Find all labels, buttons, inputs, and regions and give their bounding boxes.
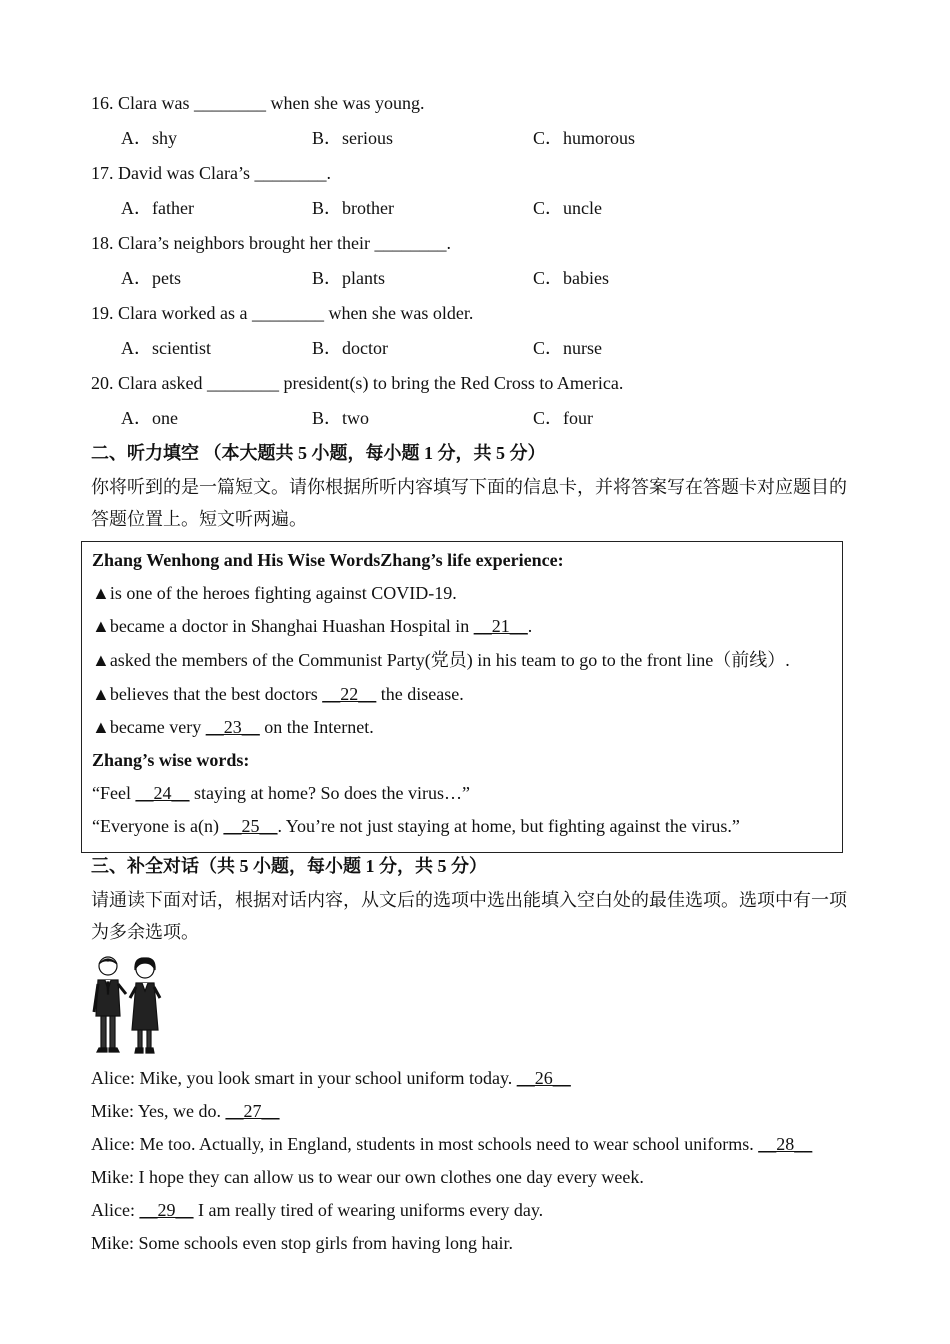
option-c: C．humorous xyxy=(533,128,636,148)
option-a: A．one xyxy=(121,408,178,428)
blank-22: __22__ xyxy=(322,684,377,704)
option-c: C．nurse xyxy=(533,338,602,358)
section2-instructions: 你将听到的是一篇短文。请你根据所听内容填写下面的信息卡，并将答案写在答题卡对应题目的答题位置上。短文听两遍。 xyxy=(91,477,847,529)
section3-instructions: 请通读下面对话，根据对话内容，从文后的选项中选出能填入空白处的最佳选项。选项中有一项为多余选项。 xyxy=(91,890,847,942)
section3-title: 三、补全对话（共 5 小题，每小题 1 分，共 5 分） xyxy=(91,856,487,876)
option-b: B．plants xyxy=(312,268,386,288)
option-b: B．brother xyxy=(312,198,394,218)
option-b: B．two xyxy=(312,408,370,428)
option-b: B．doctor xyxy=(312,338,388,358)
quote: “Feel __24__ staying at home? So does the virus…” xyxy=(92,783,470,803)
question-number: 20. xyxy=(91,373,114,393)
blank-27: __27__ xyxy=(225,1101,280,1121)
card-item: ▲became very __23__ on the Internet. xyxy=(92,717,374,737)
option-b: B．serious xyxy=(312,128,393,148)
dialogue-line: Mike: Yes, we do. __27__ xyxy=(91,1101,280,1121)
blank-24: __24__ xyxy=(135,783,190,803)
question-stem: David was Clara’s ________. xyxy=(118,163,331,183)
option-c: C．four xyxy=(533,408,593,428)
blank-28: __28__ xyxy=(758,1134,813,1154)
section2-title: 二、听力填空 （本大题共 5 小题，每小题 1 分，共 5 分） xyxy=(91,443,546,463)
dialogue-line: Alice: Me too. Actually, in England, students in most schools need to wear school uniforms. __28__ xyxy=(91,1134,813,1154)
question-stem: Clara asked ________ president(s) to bring the Red Cross to America. xyxy=(118,373,624,393)
blank-25: __25__ xyxy=(223,816,278,836)
card-item: ▲became a doctor in Shanghai Huashan Hospital in __21__. xyxy=(92,616,533,636)
dialogue-line: Mike: Some schools even stop girls from having long hair. xyxy=(91,1233,513,1253)
dialogue-line: Alice: Mike, you look smart in your school uniform today. __26__ xyxy=(91,1068,571,1088)
quote: “Everyone is a(n) __25__. You’re not just staying at home, but fighting against the virus.” xyxy=(92,816,740,836)
card-heading: Zhang Wenhong and His Wise WordsZhang’s life experience: xyxy=(92,550,564,570)
card-item: ▲believes that the best doctors __22__ the disease. xyxy=(92,684,464,704)
option-a: A．father xyxy=(121,198,194,218)
option-a: A．scientist xyxy=(121,338,211,358)
question-stem: Clara’s neighbors brought her their ________. xyxy=(118,233,451,253)
option-c: C．babies xyxy=(533,268,609,288)
blank-29: __29__ xyxy=(139,1200,194,1220)
question-stem: Clara was ________ when she was young. xyxy=(118,93,425,113)
question-number: 19. xyxy=(91,303,114,323)
wise-words-heading: Zhang’s wise words: xyxy=(92,750,250,770)
question-number: 16. xyxy=(91,93,114,113)
card-item: ▲is one of the heroes fighting against COVID-19. xyxy=(92,583,457,603)
students-illustration xyxy=(90,954,164,1056)
question-number: 18. xyxy=(91,233,114,253)
option-a: A．pets xyxy=(121,268,181,288)
blank-23: __23__ xyxy=(205,717,260,737)
dialogue-line: Mike: I hope they can allow us to wear our own clothes one day every week. xyxy=(91,1167,644,1187)
option-a: A．shy xyxy=(121,128,178,148)
blank-26: __26__ xyxy=(516,1068,571,1088)
question-number: 17. xyxy=(91,163,114,183)
question-stem: Clara worked as a ________ when she was older. xyxy=(118,303,474,323)
option-c: C．uncle xyxy=(533,198,602,218)
blank-21: __21__ xyxy=(473,616,528,636)
card-item: ▲asked the members of the Communist Party(党员) in his team to go to the front line（前线）. xyxy=(92,650,790,670)
info-card xyxy=(81,541,843,853)
dialogue-line: Alice: __29__ I am really tired of wearing uniforms every day. xyxy=(91,1200,544,1220)
